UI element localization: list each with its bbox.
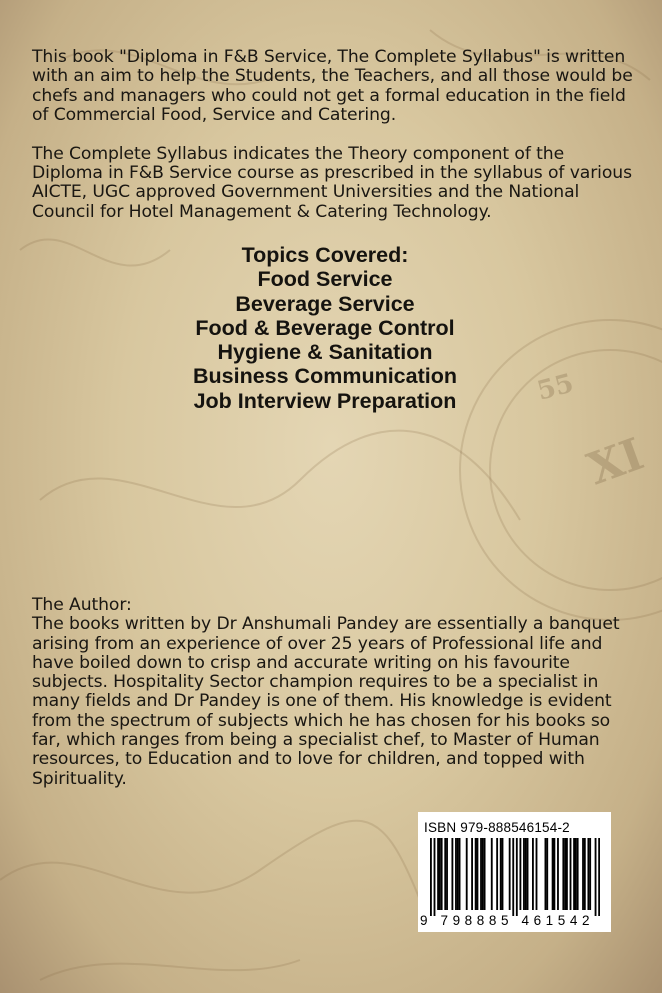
barcode-bar: [477, 838, 479, 910]
isbn-barcode: [418, 812, 611, 932]
barcode-bar: [441, 838, 443, 910]
barcode-bar: [430, 838, 432, 916]
barcode-bar: [566, 838, 568, 910]
barcode-bar: [525, 838, 527, 910]
barcode-bar: [484, 838, 486, 910]
barcode-bar: [553, 838, 555, 910]
barcode-digits: 9 798885 461542: [420, 913, 595, 928]
topic-item: Business Communication: [192, 364, 457, 389]
topics-covered: [0, 243, 650, 413]
barcode-bar: [587, 838, 589, 910]
topic-item: Food Service: [257, 267, 393, 292]
barcode-bar: [451, 838, 453, 910]
barcode-bar: [500, 838, 502, 910]
barcode-bar: [471, 838, 473, 910]
barcode-bar: [575, 838, 577, 910]
svg-text:55: 55: [534, 368, 577, 407]
barcode-bar: [532, 838, 534, 910]
barcode-bar: [439, 838, 441, 910]
barcode-bar: [584, 838, 586, 910]
barcode-bar: [502, 838, 504, 910]
barcode-bar: [582, 838, 584, 910]
author-bio: The books written by Dr Anshumali Pandey are essentially a banquet arising from an experience of over 25 years of Professional life and have boiled down to crisp and accurate writing on his favourite subjects. Hospitality Sector champion requires to be a specialist in many fields and Dr Pandey is one of them. His knowledge is evident from the spectrum of subjects which he has chosen for his books so far, which ranges from being a specialist chef, to Master of Human resources, to Education and to love for children, and topped with Spirituality.: [32, 614, 620, 789]
barcode-bar: [466, 838, 468, 910]
barcode-bar: [595, 838, 597, 916]
topics-heading: Topics Covered:: [241, 243, 409, 267]
barcode-bar: [455, 838, 457, 910]
barcode-bar: [434, 838, 436, 916]
barcode-bar: [552, 838, 554, 910]
barcode-bar: [496, 838, 498, 910]
barcode-bar: [598, 838, 600, 916]
barcode-bar: [459, 838, 461, 910]
barcode-bar: [564, 838, 566, 910]
author-section: [32, 596, 636, 789]
topic-item: Job Interview Preparation: [193, 388, 457, 413]
barcode-bar: [545, 838, 547, 910]
barcode-bar: [480, 838, 482, 910]
description-paragraph-2: The Complete Syllabus indicates the Theory component of the Diploma in F&B Service course as prescribed in the syllabus of various AICTE, UGC approved Government Universities and the National Council for Hotel Management & Catering Technology.: [32, 143, 632, 222]
barcode-bar: [519, 838, 521, 910]
topic-item: Food & Beverage Control: [195, 315, 455, 340]
barcode-bar: [475, 838, 477, 910]
barcode-bar: [536, 838, 538, 910]
topic-item: Hygiene & Sanitation: [217, 340, 433, 365]
book-description: [32, 48, 636, 241]
barcode-bar: [446, 838, 448, 910]
barcode-bar: [573, 838, 575, 910]
author-heading: The Author:: [32, 595, 132, 615]
barcode-bar: [557, 838, 559, 910]
barcode-bar: [444, 838, 446, 910]
barcode-bar: [457, 838, 459, 910]
barcode-bar: [570, 838, 572, 910]
barcode-bar: [482, 838, 484, 910]
barcode-bar: [437, 838, 439, 910]
barcode-bar: [491, 838, 493, 910]
barcode-bar: [512, 838, 514, 916]
barcode-bar: [562, 838, 564, 910]
barcode-bar: [577, 838, 579, 910]
barcode-bars: [430, 838, 600, 916]
barcode-bar: [527, 838, 529, 910]
description-paragraph-1: This book "Diploma in F&B Service, The Complete Syllabus" is written with an aim to help the Students, the Teachers, and all those would be chefs and managers who could not get a formal education in the field of Commercial Food, Service and Catering.: [32, 47, 633, 126]
barcode-bar: [516, 838, 518, 916]
barcode-bar: [589, 838, 591, 910]
isbn-label: ISBN 979-888546154-2: [424, 820, 570, 835]
barcode-bar: [546, 838, 548, 910]
topic-item: Beverage Service: [235, 291, 415, 316]
barcode-bar: [509, 838, 511, 910]
svg-text:XI: XI: [581, 428, 651, 496]
barcode-bar: [523, 838, 525, 910]
